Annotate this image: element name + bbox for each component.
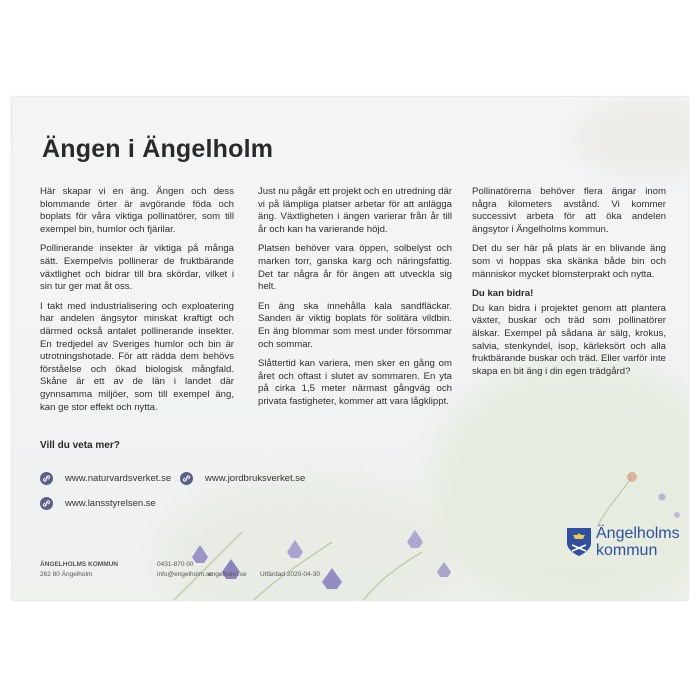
bellflower-illustration: [162, 512, 462, 600]
paragraph: Här skapar vi en äng. Ängen och dess blommande örter är avgörande föda och boplats för våra viktiga pollinatörer, som till exempel bin, humlor och fjärilar.: [40, 186, 234, 235]
more-info-heading: Vill du veta mer?: [40, 440, 120, 451]
section-heading: Du kan bidra!: [472, 288, 534, 300]
link-text[interactable]: www.naturvardsverket.se: [65, 473, 172, 484]
coat-of-arms-icon: [566, 527, 592, 557]
link-lansstyrelsen[interactable]: [40, 497, 156, 510]
link-text[interactable]: www.jordbruksverket.se: [205, 473, 306, 484]
link-icon: [40, 472, 53, 485]
footer-email[interactable]: info@engelholm.se: [157, 571, 213, 578]
link-icon: [40, 497, 53, 510]
paragraph: Det du ser här på plats är en blivande äng som vi hoppas ska skänka både bin och människor mycket blomsterprakt och nytta.: [472, 243, 666, 280]
information-sign: [12, 97, 688, 600]
link-naturvardsverket[interactable]: [40, 472, 171, 485]
footer-phone: 0431-870 00: [157, 561, 194, 568]
footer-issued: Utfärdad 2020-04-30: [260, 571, 320, 578]
paragraph: Du kan bidra i projektet genom att plantera växter, buskar och träd som pollinatörer älskar. Exempel på sådana är sälg, krokus, salvia, stenkyndel, isop, kärleksört och alla fruktbärande buskar och träd. Eller varför inte skapa en bit äng i din egen trädgård?: [472, 302, 666, 377]
paragraph: I takt med industrialisering och exploatering har andelen ängsytor minskat kraftigt och därmed också antalet pollinerande insekter. En tredjedel av Sveriges humlor och bin är utrotningshotade. För att rädda dem behövs förståelse och ökad biologisk mångfald. Skåne är ett av de län i landet där gynnsamma miljöer, som till exempel äng, kan ge stor effekt och nytta.: [40, 300, 234, 413]
kommun-logo: [566, 525, 680, 559]
link-icon: [180, 472, 193, 485]
wildflower-illustration: [577, 467, 687, 527]
footer-address: 262 80 Ängelholm: [40, 571, 93, 578]
paragraph: Pollinatörerna behöver flera ängar inom några kilometers avstånd. Vi kommer successivt arbeta för att öka andelen ängsytor i Ängelholms kommun.: [472, 186, 666, 235]
logo-line-1: Ängelholms: [596, 525, 680, 542]
paragraph: Pollinerande insekter är viktiga på många sätt. Exempelvis pollinerar de fruktbärande växtlighet och bidrar till bra skördar, vilket i sin tur ger mat åt oss.: [40, 243, 234, 293]
footer-web[interactable]: engelholm.se: [208, 571, 247, 578]
paragraph: En äng ska innehålla kala sandfläckar. Sanden är viktig boplats för solitära vildbin. En äng blommar som mest under försommar och sommar.: [258, 300, 452, 350]
page-title: Ängen i Ängelholm: [42, 135, 274, 163]
footer-contact: [157, 560, 213, 580]
footer-org: [40, 560, 118, 580]
text-column-1: [40, 186, 234, 421]
link-jordbruksverket[interactable]: [180, 472, 305, 485]
footer-org-name: ÄNGELHOLMS KOMMUN: [40, 561, 118, 568]
logo-line-2: kommun: [596, 542, 658, 559]
text-column-3: [472, 186, 666, 385]
paragraph: Slåttertid kan variera, men sker en gång om året och oftast i slutet av sommaren. En yta på cirka 1,5 meter närmast gångväg och privata fastigheter, kommer att vara lågklippt.: [258, 358, 452, 407]
text-column-2: [258, 186, 452, 416]
paragraph: Just nu pågår ett projekt och en utredning där vi på lämpliga platser arbetar för att anlägga äng. Växtligheten i ängen varierar från år till år och kan ha varierande höjd.: [258, 186, 452, 235]
link-text[interactable]: www.lansstyrelsen.se: [65, 498, 156, 509]
paragraph: Platsen behöver vara öppen, solbelyst och marken torr, ganska karg och näringsfattig. Det tar några år för ängen att utveckla sig helt.: [258, 243, 452, 293]
